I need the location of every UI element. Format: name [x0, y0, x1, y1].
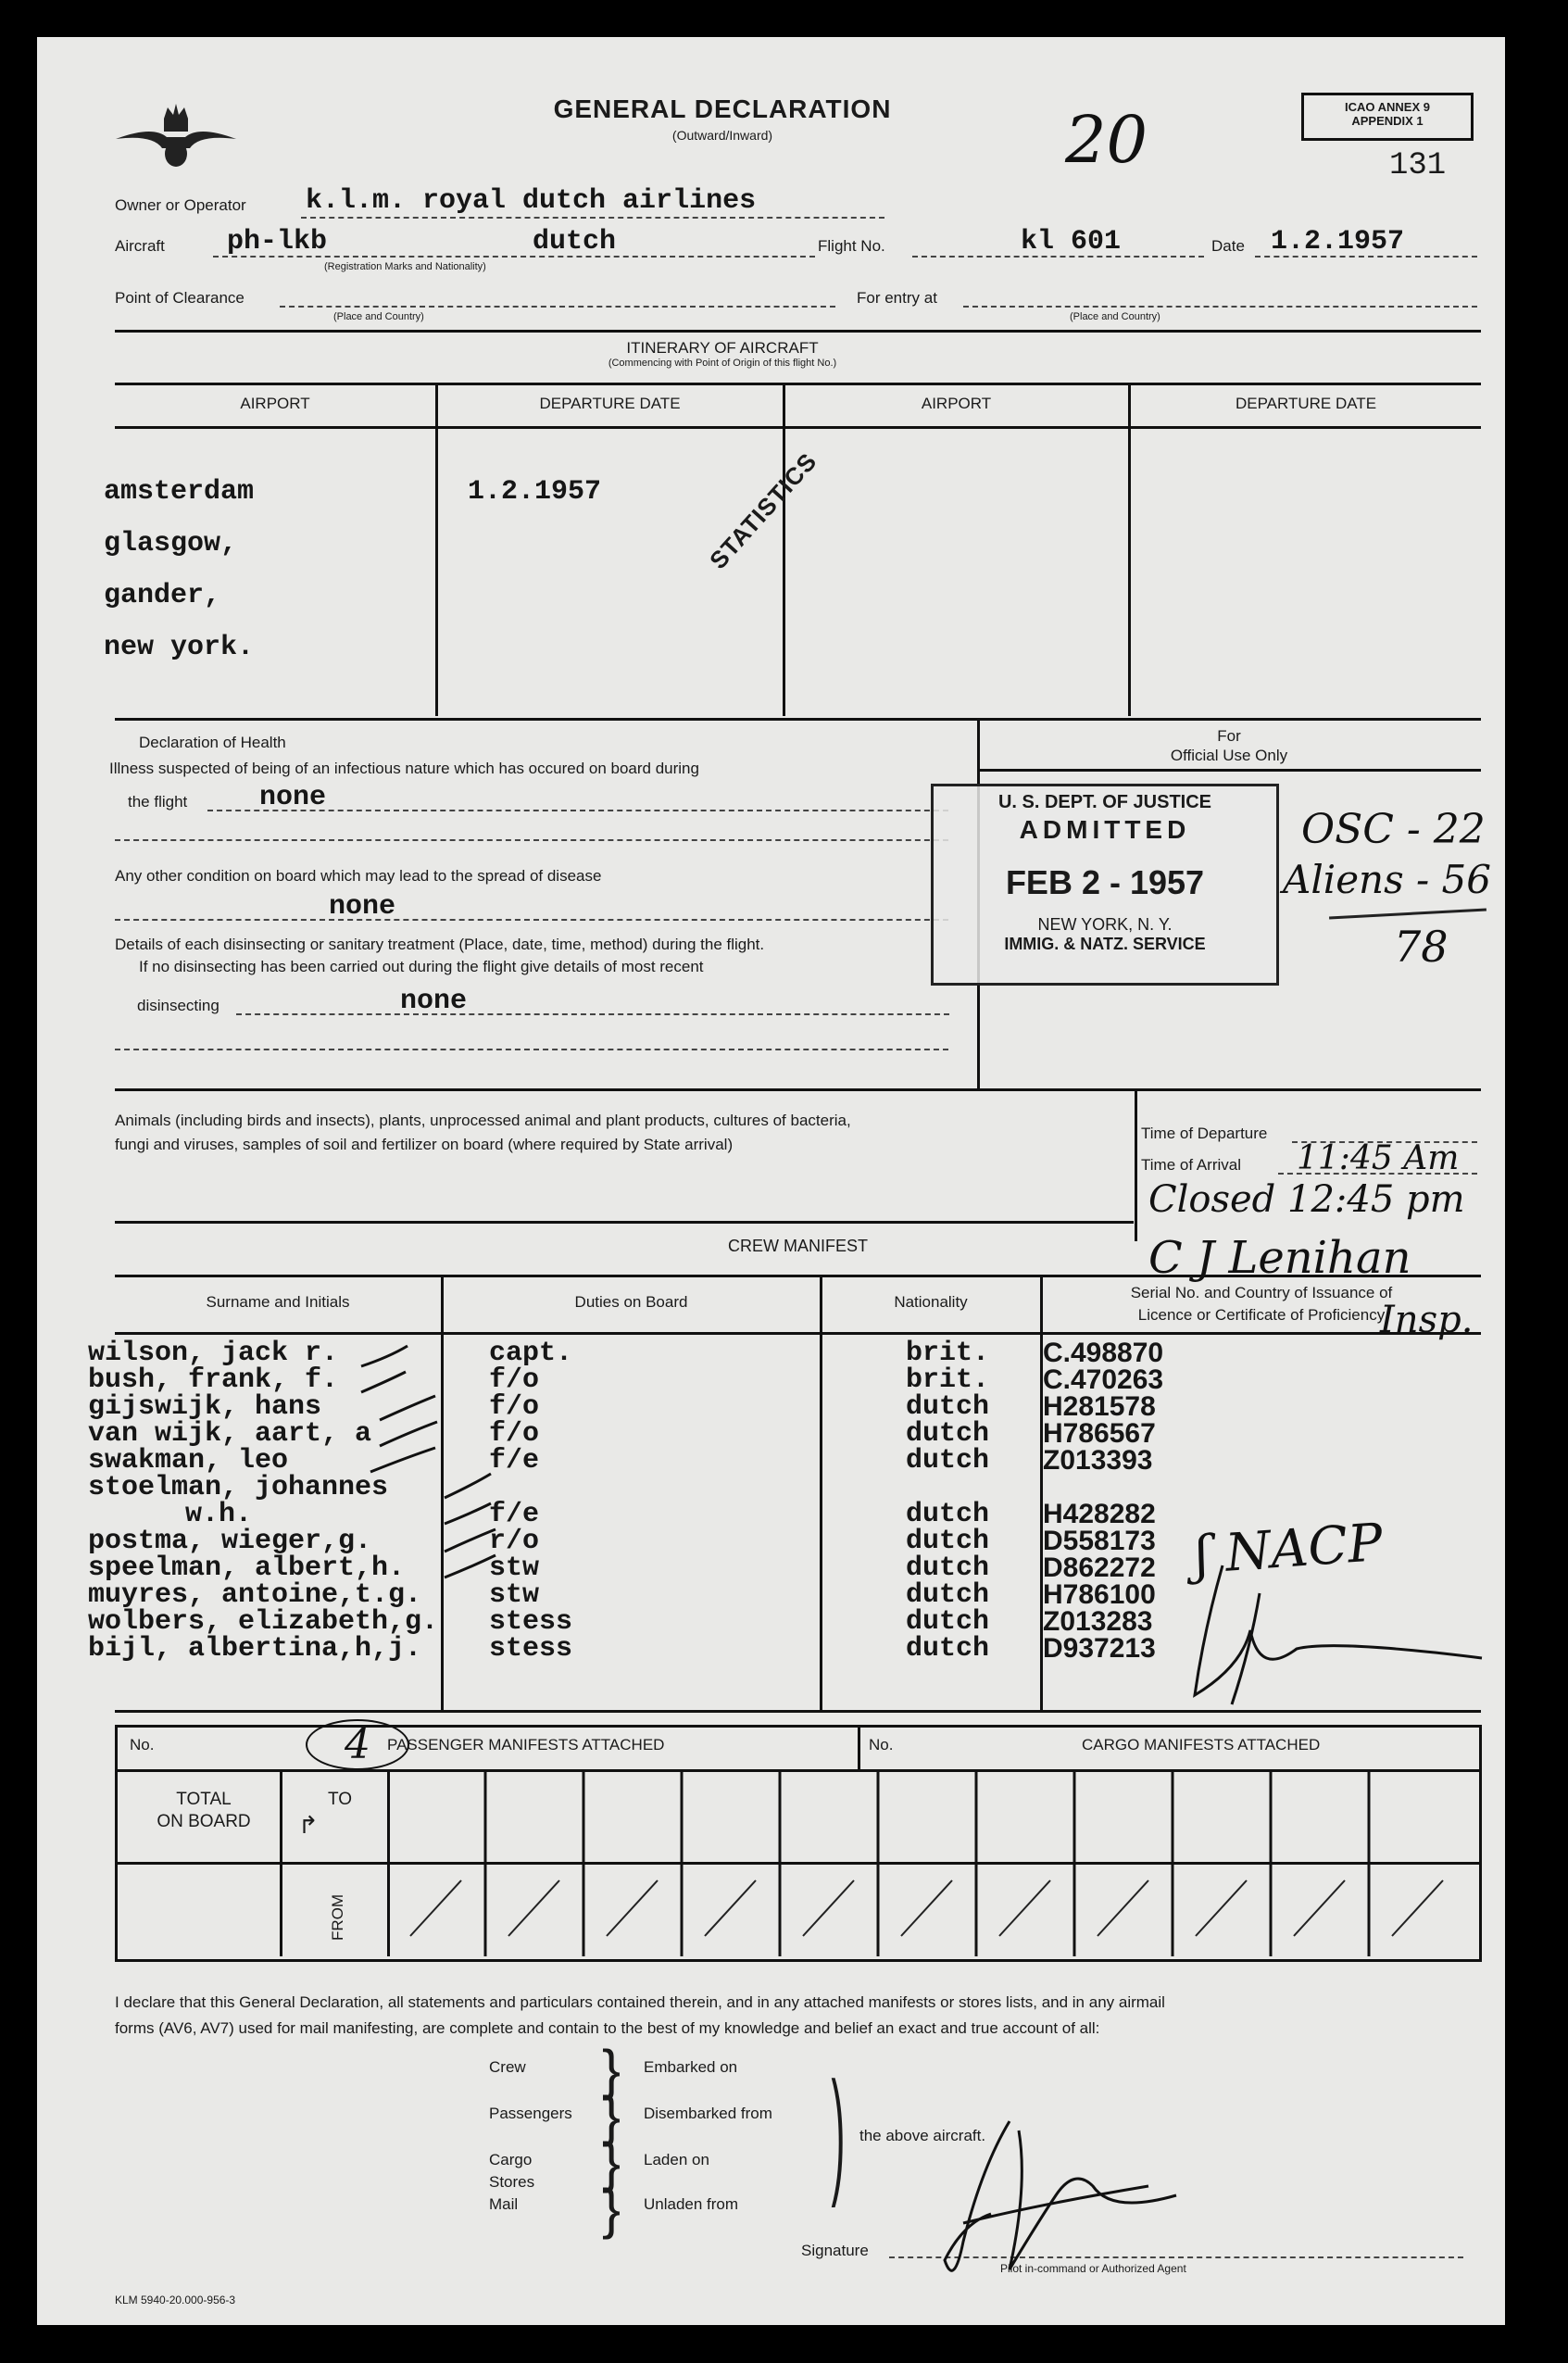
captain-signature	[926, 2112, 1185, 2297]
crew-name: gijswijk, hans	[88, 1391, 322, 1423]
time-of-arrival-label: Time of Arrival	[1141, 1156, 1242, 1174]
crew-signature-scribble: ʃ NACP	[1192, 1512, 1386, 1587]
crew-serial: C.498870	[1043, 1338, 1164, 1368]
date-value: 1.2.1957	[1271, 226, 1405, 258]
crew-duty: stess	[489, 1606, 573, 1638]
decl-passengers: Passengers	[489, 2105, 572, 2122]
closed-note: Closed 12:45 pm	[1148, 1178, 1465, 1221]
stamp-line-1: U. S. DEPT. OF JUSTICE	[997, 792, 1212, 812]
clearance-label: Point of Clearance	[115, 289, 245, 307]
aircraft-label: Aircraft	[115, 237, 165, 255]
illness-label: Illness suspected of being of an infectious nature which has occured on board during	[109, 760, 699, 777]
total-on-board-1: TOTAL	[176, 1790, 232, 1809]
crew-serial: H428282	[1043, 1499, 1156, 1529]
disinsecting-value: none	[400, 986, 468, 1017]
crew-name: muyres, antoine,t.g.	[88, 1579, 422, 1611]
crew-nationality: brit.	[906, 1338, 990, 1369]
manifest-grid-cells	[387, 1769, 1479, 1956]
crew-check-marks	[333, 1339, 611, 1672]
itinerary-title: ITINERARY OF AIRCRAFT	[626, 339, 819, 357]
health-title: Declaration of Health	[139, 734, 286, 751]
details-label-1: Details of each disinsecting or sanitary treatment (Place, date, time, method) during the flight.	[115, 936, 765, 953]
declaration-sheet	[37, 37, 1505, 2325]
crew-nationality: dutch	[906, 1606, 990, 1638]
animals-text-2: fungi and viruses, samples of soil and fertilizer on board (where required by State arrival)	[115, 1136, 734, 1153]
decl-mail: Mail	[489, 2195, 519, 2213]
crew-duty: r/o	[489, 1526, 540, 1557]
entry-sublabel: (Place and Country)	[1070, 311, 1160, 322]
col-serial-1: Serial No. and Country of Issuance of	[1130, 1284, 1393, 1301]
to-label: TO	[328, 1790, 353, 1809]
crew-name: swakman, leo	[88, 1445, 289, 1477]
crew-nationality: dutch	[906, 1526, 990, 1557]
details-label-2: If no disinsecting has been carried out during the flight give details of most recent	[139, 958, 704, 975]
statistics-stamp: STATISTICS	[704, 446, 822, 575]
illness-value: none	[259, 782, 327, 813]
passenger-no-label: No.	[130, 1736, 155, 1753]
icao-line-2: APPENDIX 1	[1351, 114, 1424, 128]
col-airport-2: AIRPORT	[921, 395, 992, 412]
inspector-signature: C J Lenihan	[1148, 1232, 1411, 1284]
aircraft-registration: ph-lkb	[227, 226, 328, 258]
decl-stores: Stores	[489, 2173, 535, 2191]
col-departure-2: DEPARTURE DATE	[1235, 395, 1377, 412]
decl-disembarked: Disembarked from	[644, 2105, 772, 2122]
decl-laden: Laden on	[644, 2151, 709, 2168]
crew-serial: C.470263	[1043, 1364, 1164, 1395]
crew-nationality: dutch	[906, 1633, 990, 1665]
from-label: FROM	[329, 1893, 347, 1942]
crew-duty: f/e	[489, 1445, 540, 1477]
signature-sublabel: Pilot in-command or Authorized Agent	[1000, 2262, 1186, 2275]
other-condition-label: Any other condition on board which may lead to the spread of disease	[115, 867, 602, 885]
arrival-time-note: 11:45 Am	[1297, 1139, 1460, 1177]
total-note: 78	[1394, 922, 1449, 972]
crew-name: postma, wieger,g.	[88, 1526, 372, 1557]
page-number: 131	[1389, 148, 1447, 183]
icao-line-1: ICAO ANNEX 9	[1345, 100, 1430, 114]
osc-note: OSC - 22	[1301, 806, 1486, 853]
crew-nationality: dutch	[906, 1445, 990, 1477]
date-label: Date	[1211, 237, 1245, 255]
col-nationality: Nationality	[894, 1293, 968, 1311]
itinerary-airport-2: glasgow,	[104, 528, 238, 559]
form-subtitle: (Outward/Inward)	[671, 128, 773, 143]
itinerary-subtitle: (Commencing with Point of Origin of this flight No.)	[608, 358, 837, 369]
total-on-board-2: ON BOARD	[157, 1812, 251, 1831]
decl-crew: Crew	[489, 2058, 526, 2076]
crew-nationality: brit.	[906, 1364, 990, 1396]
crew-duty: f/o	[489, 1391, 540, 1423]
klm-crown-logo-icon	[116, 102, 236, 176]
stamp-line-5: IMMIG. & NATZ. SERVICE	[1004, 935, 1206, 953]
stamp-line-2: ADMITTED	[1019, 815, 1191, 844]
itinerary-airport-3: gander,	[104, 580, 221, 611]
crew-nationality: dutch	[906, 1552, 990, 1584]
stamp-line-4: NEW YORK, N. Y.	[1037, 915, 1173, 934]
col-departure-1: DEPARTURE DATE	[539, 395, 681, 412]
time-of-departure-label: Time of Departure	[1141, 1125, 1268, 1142]
crew-duty: stw	[489, 1579, 540, 1611]
crew-nationality: dutch	[906, 1391, 990, 1423]
flight-number-value: kl 601	[1021, 226, 1122, 258]
crew-duty: f/o	[489, 1364, 540, 1396]
animals-text-1: Animals (including birds and insects), plants, unprocessed animal and plant products, cultures of bacteria,	[115, 1112, 851, 1129]
decl-embarked: Embarked on	[644, 2058, 738, 2076]
owner-value: k.l.m. royal dutch airlines	[306, 185, 757, 217]
admitted-stamp	[931, 784, 1279, 986]
crew-name: speelman, albert,h.	[88, 1552, 406, 1584]
crew-signature-loop-icon	[1185, 1556, 1500, 1714]
crew-name: bijl, albertina,h,j.	[88, 1633, 422, 1665]
declaration-text-1: I declare that this General Declaration, all statements and particulars contained therein, and in any attached manifests or stores lists, and in any airmail	[115, 1993, 1165, 2011]
crew-name: stoelman, johannes	[88, 1472, 389, 1503]
crew-duty: f/e	[489, 1499, 540, 1530]
crew-serial: D937213	[1043, 1633, 1156, 1664]
itinerary-airport-4: new york.	[104, 632, 255, 663]
brace-right-icon: )	[831, 2053, 846, 2208]
official-use-2: Official Use Only	[1170, 747, 1288, 764]
cargo-manifests-label: CARGO MANIFESTS ATTACHED	[1082, 1736, 1321, 1753]
crew-duty: capt.	[489, 1338, 573, 1369]
itinerary-airport-1: amsterdam	[104, 476, 255, 508]
crew-duty: stess	[489, 1633, 573, 1665]
signature-label: Signature	[801, 2242, 869, 2259]
crew-serial: D862272	[1043, 1552, 1156, 1583]
handwritten-number: 20	[1065, 102, 1148, 178]
crew-nationality: dutch	[906, 1499, 990, 1530]
crew-name: wolbers, elizabeth,g.	[88, 1606, 439, 1638]
crew-nationality: dutch	[906, 1418, 990, 1450]
crew-name: van wijk, aart, a	[88, 1418, 372, 1450]
crew-name: bush, frank, f.	[88, 1364, 339, 1396]
clearance-sublabel: (Place and Country)	[333, 311, 424, 322]
passenger-manifests-label: PASSENGER MANIFESTS ATTACHED	[387, 1736, 665, 1753]
crew-serial: Z013283	[1043, 1606, 1153, 1637]
crew-serial: Z013393	[1043, 1445, 1153, 1476]
col-airport-1: AIRPORT	[240, 395, 310, 412]
col-surname: Surname and Initials	[206, 1293, 350, 1311]
crew-serial: H786100	[1043, 1579, 1156, 1610]
stamp-line-3: FEB 2 - 1957	[1005, 863, 1205, 901]
flight-label: the flight	[128, 793, 188, 811]
passenger-manifest-count: 4	[306, 1719, 409, 1770]
crew-duty: stw	[489, 1552, 540, 1584]
col-serial-2: Licence or Certificate of Proficiency	[1137, 1306, 1386, 1324]
crew-manifest-title: CREW MANIFEST	[728, 1237, 868, 1255]
crew-serial: D558173	[1043, 1526, 1156, 1556]
disinsecting-label: disinsecting	[137, 997, 220, 1014]
icao-annex-box	[1301, 93, 1474, 141]
aircraft-nationality: dutch	[533, 226, 617, 258]
form-title: GENERAL DECLARATION	[553, 94, 892, 123]
crew-duty: f/o	[489, 1418, 540, 1450]
official-use-1: For	[1217, 727, 1241, 745]
itinerary-departure-date: 1.2.1957	[468, 476, 602, 508]
decl-cargo: Cargo	[489, 2151, 533, 2168]
col-duties: Duties on Board	[574, 1293, 688, 1311]
owner-label: Owner or Operator	[115, 196, 246, 214]
other-condition-value: none	[329, 891, 396, 923]
declaration-text-2: forms (AV6, AV7) used for mail manifesting, are complete and contain to the best of my knowledge and belief an exact and true account of all:	[115, 2019, 1100, 2037]
crew-name: wilson, jack r.	[88, 1338, 339, 1369]
crew-serial: H281578	[1043, 1391, 1156, 1422]
decl-unladen: Unladen from	[644, 2195, 739, 2213]
aliens-note: Aliens - 56	[1283, 857, 1491, 902]
crew-nationality: dutch	[906, 1579, 990, 1611]
crew-serial: H786567	[1043, 1418, 1156, 1449]
to-arrow-icon: ↱	[298, 1811, 319, 1839]
crew-name: w.h.	[185, 1499, 253, 1530]
entry-label: For entry at	[857, 289, 937, 307]
brace-icon: } } } }	[602, 2039, 621, 2240]
cargo-no-label: No.	[869, 1736, 894, 1753]
form-number: KLM 5940-20.000-956-3	[115, 2294, 236, 2306]
flight-number-label: Flight No.	[818, 237, 885, 255]
insp-note: Insp.	[1380, 1299, 1474, 1341]
decl-above-aircraft: the above aircraft.	[859, 2127, 986, 2144]
aircraft-sublabel: (Registration Marks and Nationality)	[324, 261, 486, 272]
